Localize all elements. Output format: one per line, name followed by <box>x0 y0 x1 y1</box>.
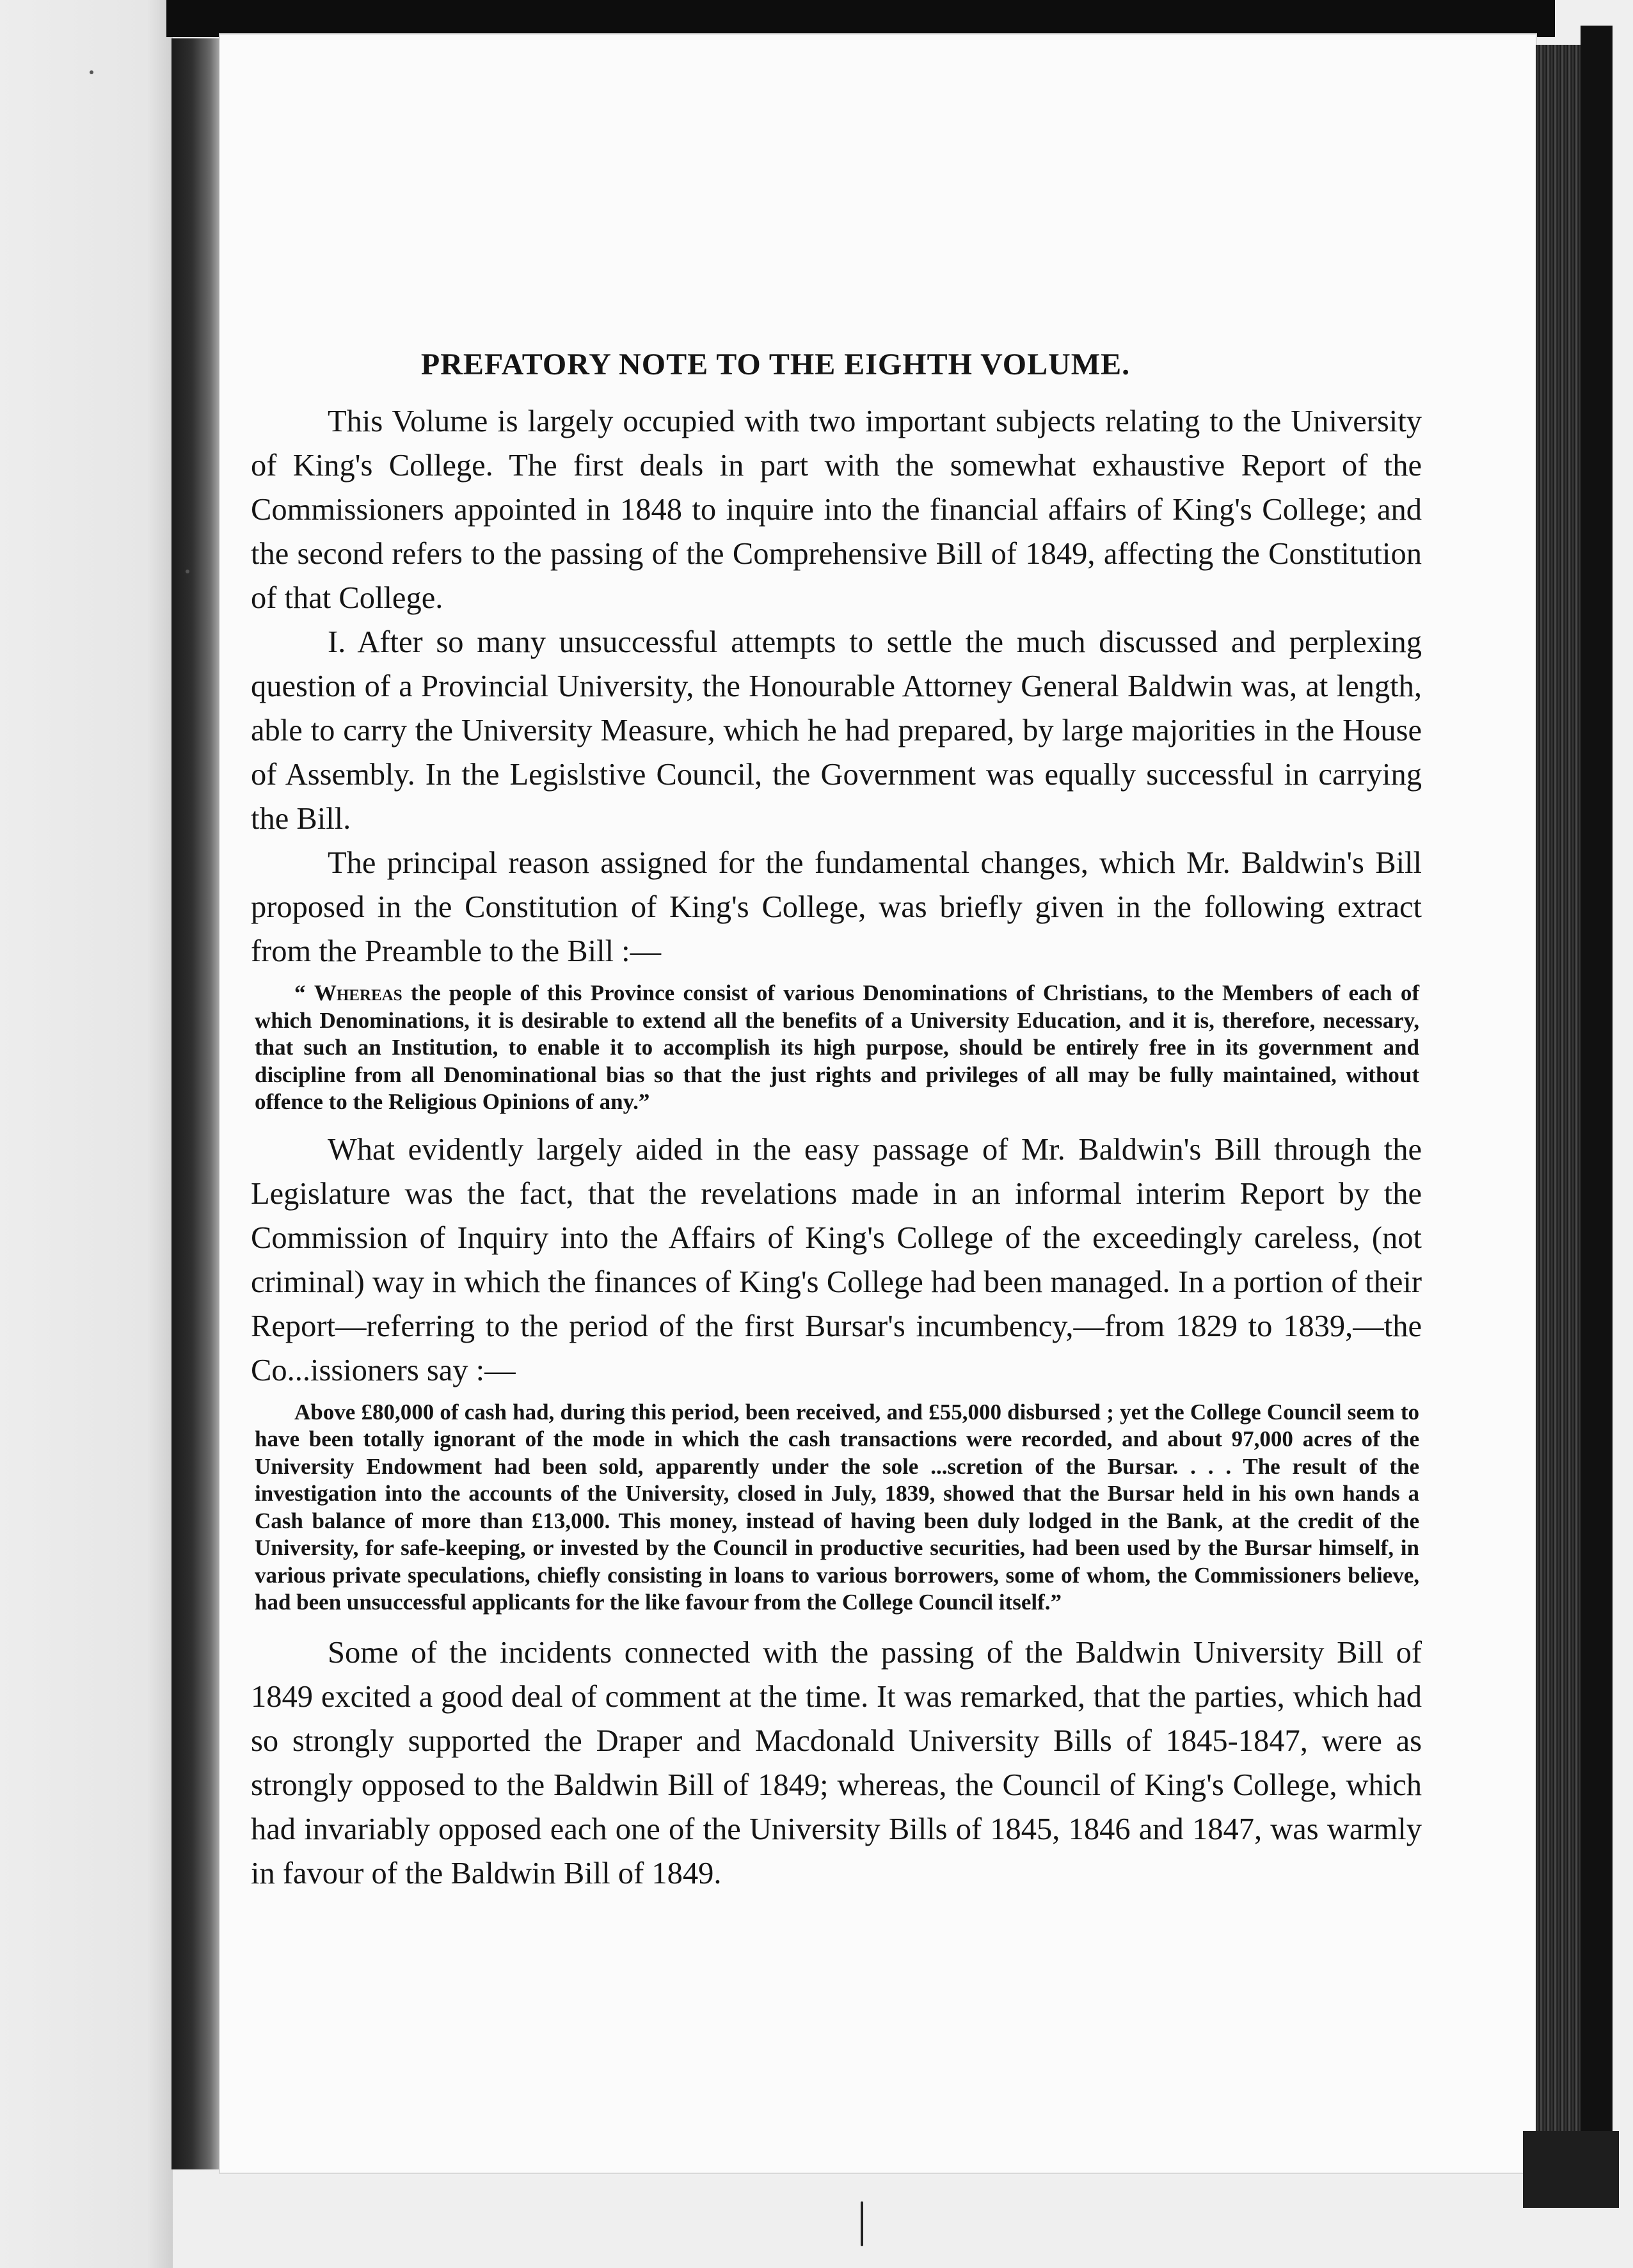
left-page-edge <box>0 0 173 2268</box>
page-content <box>251 344 1422 1896</box>
right-border <box>1581 26 1613 2201</box>
binding-shadow <box>171 38 223 2169</box>
paragraph-1: This Volume is largely occupied with two important subjects relating to the University of King's College. The first deals in part with the somewhat exhaustive Report of the Commissioners appointed in 1848 to inquire into the financial affairs of King's College; and the second refers to the passing of the Comprehensive Bill of 1849, affecting the Constitution of that College. <box>251 404 1422 615</box>
paragraph-3: The principal reason assigned for the fundamental changes, which Mr. Baldwin's Bill proposed in the Constitution of King's College, was briefly given in the following extract from the Preamble to the Bill :— <box>251 846 1422 968</box>
quote-whereas: Whereas <box>314 980 402 1005</box>
scan-speck <box>186 570 189 573</box>
commissioners-quote: Above £80,000 of cash had, during this period, been received, and £55,000 disbursed ; yet the College Council seem to have been totally ignorant of the mode in which the cash transactions were recorded, and about 97,000 acres of the University Endowment had been sold, apparently under the sole ...scretion of the Bursar. . . . The result of the investigation into the accounts of the University, closed in July, 1839, showed that the Bursar held in his own hands a Cash balance of more than £13,000. This money, instead of having been duly lodged in the Bank, at the credit of the University, for safe-keeping, or invested by the Council in productive securities, had been used by the Bursar himself, in various private speculations, chiefly consisting in loans to various borrowers, some of whom, the Commissioners believe, had been unsuccessful applicants for the like favour from the College Council itself.” <box>255 1399 1419 1615</box>
scan-mark <box>861 2201 863 2246</box>
scan-speck <box>90 70 93 74</box>
quote-text: the people of this Province consist of various Denominations of Christians, to the Members of each of which Denominations, it is desirable to extend all the benefits of a University Education, and it is, therefore, necessary, that such an Institution, to enable it to accomplish its high purpose, should be entirely free in its government and discipline from all Denominational bias so that the just rights and privileges of all may be fully maintained, without offence to the Religious Opinions of any.” <box>255 980 1420 1114</box>
page-title: PREFATORY NOTE TO THE EIGHTH VOLUME. <box>420 347 1131 381</box>
quote-open-mark: “ <box>294 980 314 1005</box>
preamble-quote <box>255 980 1419 1116</box>
paragraph-4: What evidently largely aided in the easy passage of Mr. Baldwin's Bill through the Legislature was the fact, that the revelations made in an informal interim Report by the Commission of Inquiry into the Affairs of King's College of the exceedingly careless, (not criminal) way in which the finances of King's College had been managed. In a portion of their Report—referring to the period of the first Bursar's incumbency,—from 1829 to 1839,—the Co...issioners say :— <box>251 1132 1422 1387</box>
top-border <box>166 0 1555 37</box>
paragraph-2: I. After so many unsuccessful attempts to settle the much discussed and perplexing question of a Provincial University, the Honourable Attorney General Baldwin was, at length, able to carry the University Measure, which he had prepared, by large majorities in the House of Assembly. In the Legislstive Council, the Government was equally successful in carrying the Bill. <box>251 625 1422 836</box>
paragraph-5: Some of the incidents connected with the passing of the Baldwin University Bill of 1849 excited a good deal of comment at the time. It was remarked, that the parties, which had so strongly supported the Draper and Macdonald University Bills of 1845-1847, were as strongly opposed to the Baldwin Bill of 1849; whereas, the Council of King's College, which had invariably opposed each one of the University Bills of 1845, 1846 and 1847, was warmly in favour of the Baldwin Bill of 1849. <box>251 1635 1422 1890</box>
bottom-corner-shadow <box>1523 2131 1619 2208</box>
